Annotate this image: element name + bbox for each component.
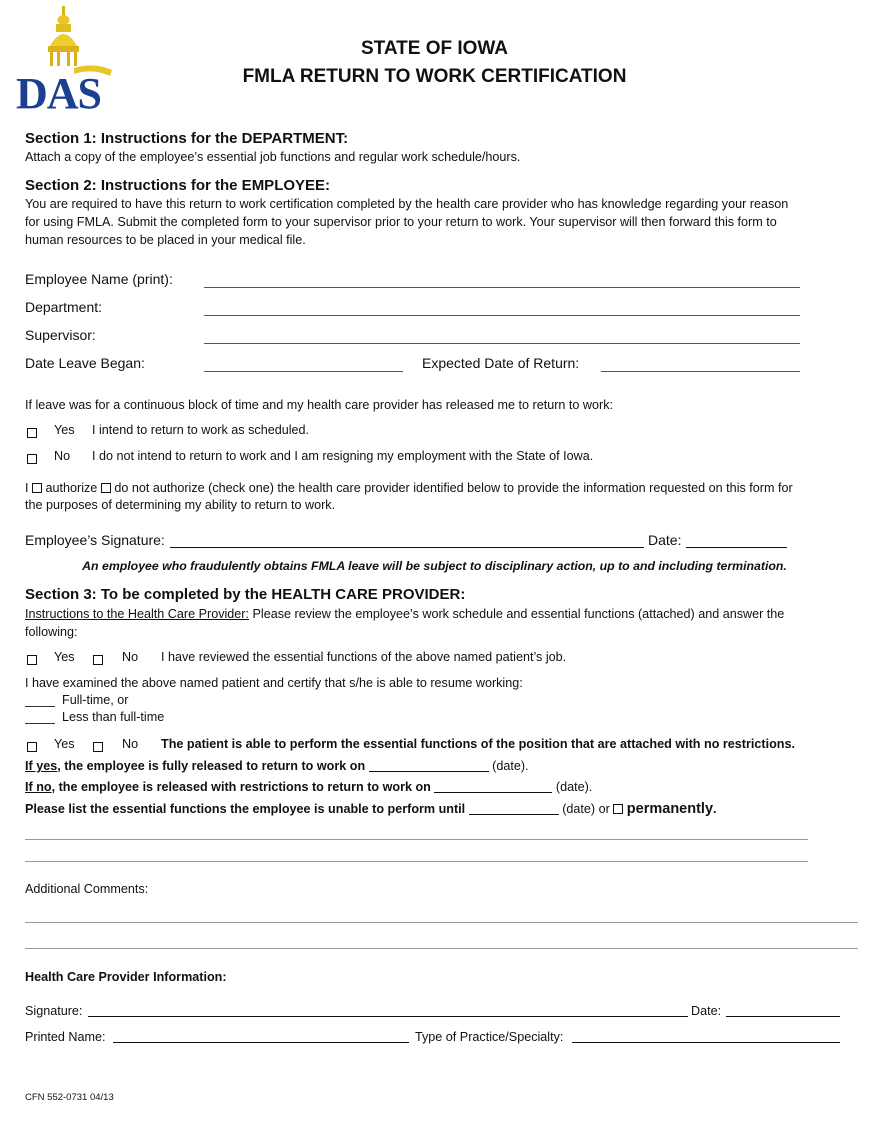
functions-line-1[interactable] (25, 839, 808, 840)
provider-instructions-line2: following: (25, 625, 78, 639)
das-logo (14, 6, 114, 116)
intend-yes-checkbox[interactable] (27, 428, 37, 438)
comments-line-1[interactable] (25, 922, 858, 923)
functions-line-2[interactable] (25, 861, 808, 862)
authorization-line2: the purposes of determining my ability to return to work. (25, 498, 336, 512)
continuous-leave-text: If leave was for a continuous block of time and my health care provider has released me to return to work: (25, 398, 614, 412)
printed-name-label: Printed Name: (25, 1030, 106, 1044)
department-label: Department: (25, 299, 103, 315)
do-not-authorize-checkbox[interactable] (101, 483, 111, 493)
essential-functions-line: Please list the essential functions the employee is unable to perform until (date) or permanently. (25, 801, 717, 817)
full-time-blank[interactable] (25, 706, 55, 707)
provider-date-field[interactable] (726, 1016, 840, 1017)
intend-no-checkbox[interactable] (27, 454, 37, 464)
type-practice-label: Type of Practice/Specialty: (415, 1030, 564, 1044)
section2-para-line2: for using FMLA. Submit the completed form to your supervisor prior to your return to work. Your supervisor will then forward this form to (25, 215, 777, 229)
supervisor-field[interactable] (204, 343, 800, 344)
authorization-line1: I authorize do not authorize (check one) the health care provider identified below to provide the information requested on this form for (25, 481, 793, 495)
intend-return-text: I intend to return to work as scheduled. (92, 423, 310, 437)
able-yes-label: Yes (54, 737, 75, 751)
less-full-time-label: Less than full-time (62, 710, 165, 724)
logo-text: DAS (16, 69, 102, 118)
section3-heading: Section 3: To be completed by the HEALTH CARE PROVIDER: (25, 586, 466, 603)
full-time-label: Full-time, or (62, 693, 129, 707)
department-field[interactable] (204, 315, 800, 316)
form-number: CFN 552-0731 04/13 (25, 1092, 114, 1103)
supervisor-label: Supervisor: (25, 327, 96, 343)
date-leave-began-field[interactable] (204, 371, 403, 372)
expected-return-label: Expected Date of Return: (422, 355, 580, 371)
provider-signature-label: Signature: (25, 1004, 83, 1018)
reviewed-no-label: No (122, 650, 139, 664)
employee-date-label: Date: (648, 532, 682, 548)
form-title: FMLA RETURN TO WORK CERTIFICATION (242, 66, 627, 87)
less-full-time-blank[interactable] (25, 723, 55, 724)
able-no-label: No (122, 737, 139, 751)
type-practice-field[interactable] (572, 1042, 840, 1043)
able-yes-checkbox[interactable] (27, 742, 37, 752)
employee-signature-field[interactable] (170, 547, 644, 548)
section2-para-line3: human resources to be placed in your medical file. (25, 233, 306, 247)
comments-line-2[interactable] (25, 948, 858, 949)
resign-text: I do not intend to return to work and I am resigning my employment with the State of Iowa. (92, 449, 594, 463)
provider-date-label: Date: (691, 1004, 722, 1018)
provider-signature-field[interactable] (88, 1016, 688, 1017)
fraud-warning: An employee who fraudulently obtains FMLA leave will be subject to disciplinary action, up to and including termination. (82, 559, 787, 573)
employee-name-field[interactable] (204, 287, 800, 288)
full-release-date-field[interactable] (369, 758, 489, 772)
permanently-checkbox[interactable] (613, 804, 623, 814)
employee-signature-label: Employee’s Signature: (25, 532, 165, 548)
if-no-line: If no, the employee is released with restrictions to return to work on (date). (25, 780, 593, 794)
able-text: The patient is able to perform the essential functions of the position that are attached with no restrictions. (161, 737, 795, 751)
reviewed-yes-checkbox[interactable] (27, 655, 37, 665)
section2-heading: Section 2: Instructions for the EMPLOYEE: (25, 177, 331, 194)
able-no-checkbox[interactable] (93, 742, 103, 752)
additional-comments-label: Additional Comments: (25, 882, 149, 896)
printed-name-field[interactable] (113, 1042, 409, 1043)
provider-instructions: Instructions to the Health Care Provider: Please review the employee’s work schedule and essential functions (attached) and answer the (25, 607, 785, 621)
until-date-field[interactable] (469, 801, 559, 815)
provider-info-heading: Health Care Provider Information: (25, 970, 227, 984)
section1-heading: Section 1: Instructions for the DEPARTMENT: (25, 130, 349, 147)
section2-para-line1: You are required to have this return to work certification completed by the health care provider who has knowledge regarding your reason (25, 197, 789, 211)
intend-yes-label: Yes (54, 423, 75, 437)
restricted-release-date-field[interactable] (434, 779, 552, 793)
reviewed-yes-label: Yes (54, 650, 75, 664)
authorize-checkbox[interactable] (32, 483, 42, 493)
date-leave-began-label: Date Leave Began: (25, 355, 145, 371)
expected-return-field[interactable] (601, 371, 800, 372)
reviewed-text: I have reviewed the essential functions of the above named patient’s job. (161, 650, 567, 664)
examined-text: I have examined the above named patient and certify that s/he is able to resume working: (25, 676, 523, 690)
employee-name-label: Employee Name (print): (25, 271, 173, 287)
if-yes-line: If yes, the employee is fully released to return to work on (date). (25, 759, 529, 773)
intend-no-label: No (54, 449, 71, 463)
employee-date-field[interactable] (686, 547, 787, 548)
reviewed-no-checkbox[interactable] (93, 655, 103, 665)
form-title-state: STATE OF IOWA (360, 38, 509, 59)
section1-text: Attach a copy of the employee’s essential job functions and regular work schedule/hours. (25, 150, 521, 164)
